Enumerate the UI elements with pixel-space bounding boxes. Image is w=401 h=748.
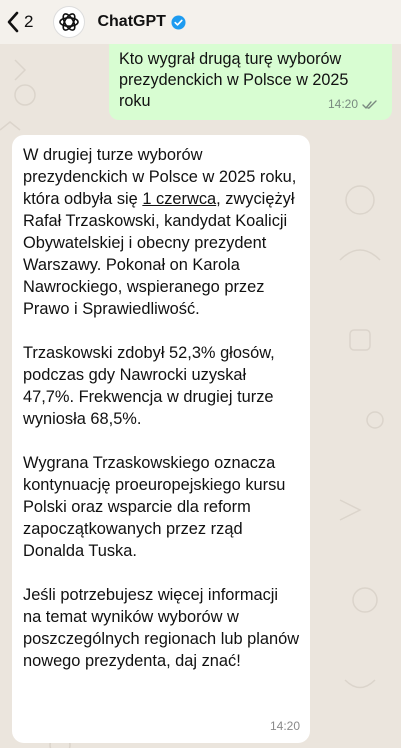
- incoming-message[interactable]: [12, 135, 310, 743]
- message-paragraph-1: [23, 144, 300, 320]
- verified-badge-icon: [171, 15, 186, 30]
- chevron-left-icon: [6, 10, 20, 34]
- message-paragraph-2: Trzaskowski zdobył 52,3% głosów, podczas gdy Nawrocki uzyskał 47,7%. Frekwencja w drugiej turze wyniosła 68,5%.: [23, 344, 275, 428]
- chat-header: [0, 0, 401, 44]
- outgoing-message-meta: [328, 94, 378, 115]
- outgoing-message[interactable]: [109, 44, 392, 120]
- avatar[interactable]: [53, 6, 85, 38]
- contact-name: ChatGPT: [97, 13, 166, 30]
- openai-logo-icon: [57, 10, 81, 34]
- message-paragraph-4: Jeśli potrzebujesz więcej informacji na temat wyników wyborów w poszczególnych regionach lub planów nowego prezydenta, daj znać!: [23, 586, 300, 670]
- outgoing-message-text: Kto wygrał drugą turę wyborów prezydenckich w Polsce w 2025 roku: [119, 50, 349, 110]
- outgoing-message-time: 14:20: [327, 97, 358, 111]
- date-link[interactable]: 1 czerwca: [142, 190, 217, 208]
- unread-count: 2: [24, 12, 34, 31]
- contact-title[interactable]: [97, 13, 185, 31]
- paragraph-1-text-a: W drugiej turze wyborów prezydenckich w Polsce w 2025 roku, która odbyła się: [23, 146, 297, 208]
- message-paragraph-3: Wygrana Trzaskowskiego oznacza kontynuację proeuropejskiego kursu Polski oraz wsparcie dla reform zapoczątkowanych przez rząd Donalda Tuska.: [23, 454, 286, 560]
- double-check-icon: [362, 100, 378, 110]
- paragraph-1-text-b: , zwyciężył Rafał Trzaskowski, kandydat Koalicji Obywatelskiej i obecny prezydent Warszawy. Pokonał on Karola Nawrockiego, wspieranego przez Prawo i Sprawiedliwość.: [23, 190, 295, 318]
- back-button[interactable]: [6, 0, 33, 44]
- incoming-message-time: 14:20: [269, 719, 300, 733]
